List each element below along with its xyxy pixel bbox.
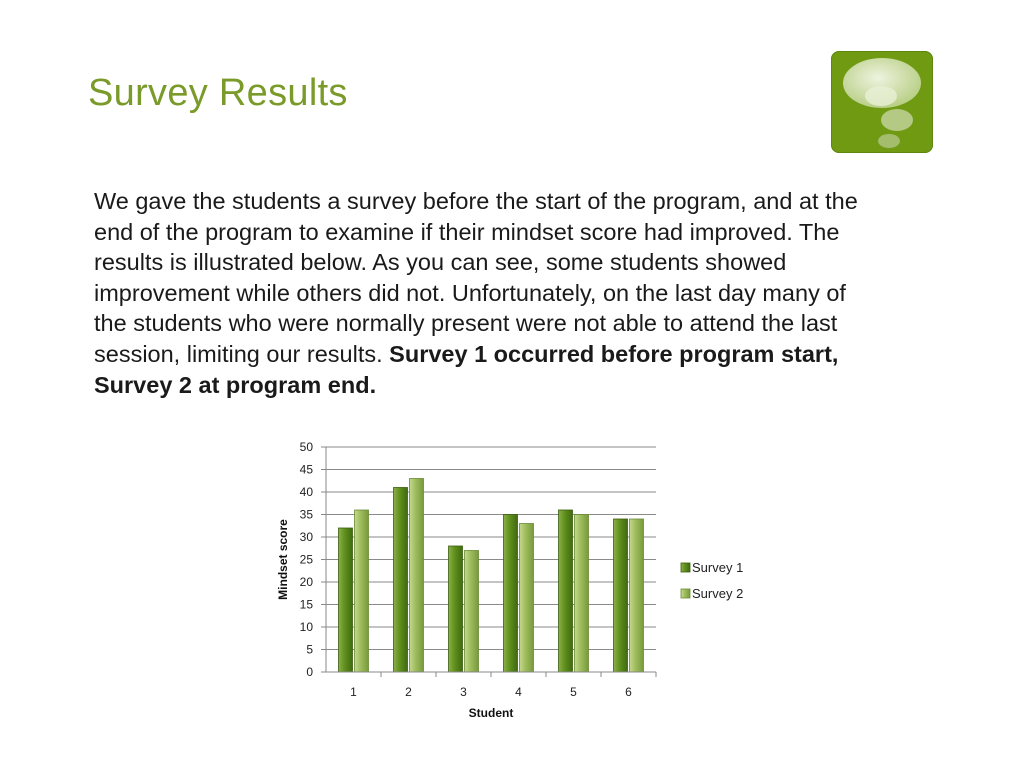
y-tick-label: 20 [299,575,313,589]
y-tick-label: 50 [299,440,313,454]
x-tick-label: 5 [570,685,577,699]
logo-tile [831,51,933,153]
gridlines [326,447,656,650]
y-tick-label: 0 [306,665,313,679]
x-axis-label: Student [468,706,514,720]
bar-survey1-student-3 [449,546,463,672]
bar-survey2-student-6 [630,519,644,672]
x-tick-label: 4 [515,685,522,699]
x-axis-ticks [350,672,656,699]
bar-survey1-student-6 [614,519,628,672]
legend-label-survey1: Survey 1 [692,560,744,575]
y-tick-label: 15 [299,597,313,612]
legend-swatch-survey2 [681,589,690,598]
bar-chart [270,436,770,726]
bar-survey1-student-2 [394,488,408,673]
bar-survey2-student-5 [575,515,589,673]
x-tick-label: 1 [350,685,357,699]
y-tick-label: 35 [299,507,313,522]
legend [681,560,743,601]
x-tick-label: 3 [460,685,467,699]
x-tick-label: 2 [405,685,412,699]
y-tick-label: 10 [299,620,313,634]
bar-survey1-student-1 [339,528,353,672]
legend-swatch-survey1 [681,563,690,572]
body-paragraph [94,186,874,400]
y-tick-label: 5 [306,642,313,657]
y-axis-label: Mindset score [276,519,290,600]
bar-survey1-student-4 [504,515,518,673]
y-axis-ticks [300,440,326,679]
x-tick-label: 6 [625,685,632,699]
bar-survey2-student-2 [410,479,424,673]
y-tick-label: 25 [299,552,313,567]
bar-survey2-student-1 [355,510,369,672]
slide-title: Survey Results [88,72,348,114]
body-text-plain: We gave the students a survey before the start of the program, and at the end of the program to examine if their mindset score had improved. The results is illustrated below. As you can see, some students showed improvement while others did not. Unfortunately, on the last day many of the students who were normally present were not able to attend the last session, limiting our results. [94,188,858,367]
bar-survey2-student-4 [520,524,534,673]
y-tick-label: 30 [299,530,313,544]
y-tick-label: 40 [299,485,313,499]
bar-survey2-student-3 [465,551,479,673]
legend-label-survey2: Survey 2 [692,586,744,601]
body-text-bold: Survey 1 occurred before program start, Survey 2 at program end. [94,340,839,398]
thought-bubble-icon [831,51,933,153]
y-tick-label: 45 [299,462,313,477]
bar-survey1-student-5 [559,510,573,672]
bars [339,479,644,673]
